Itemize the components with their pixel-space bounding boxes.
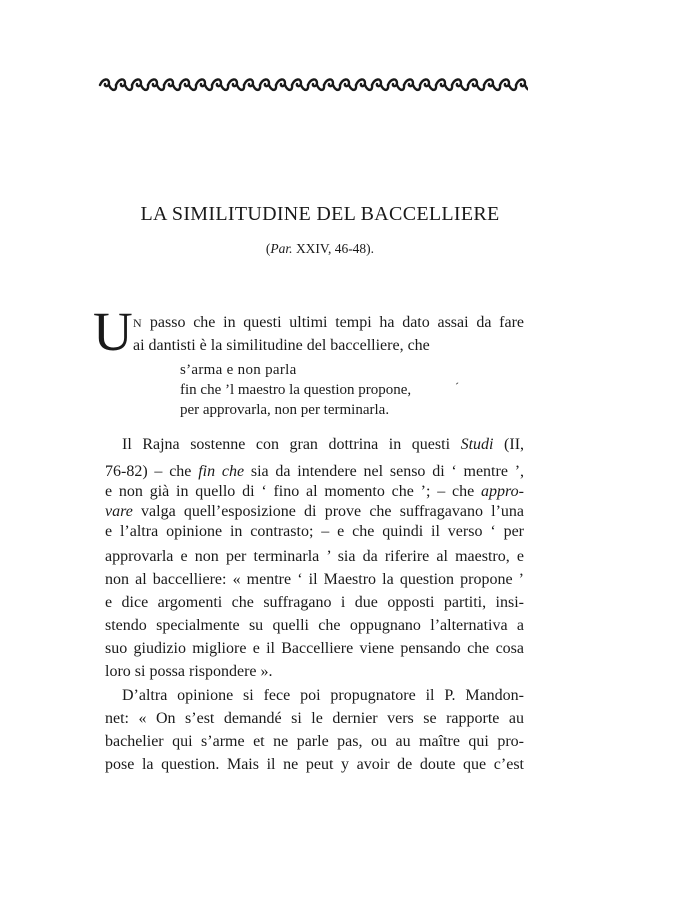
ornament-scroll: [180, 79, 196, 89]
text-line: non al baccelliere: « mentre ‘ il Maestro la question propone ’: [105, 571, 524, 588]
ornament-scroll: [244, 79, 260, 89]
italic-text: appro-: [481, 483, 525, 500]
line-text: e non già in quello di ‘ fino al momento che ’; – che: [105, 483, 475, 500]
ornament-scroll: [388, 79, 404, 89]
text-line: [133, 313, 524, 333]
ornament-scroll: [516, 79, 528, 89]
line-text: passo che in questi ultimi tempi ha dato assai da fare: [149, 314, 525, 331]
ornament-scroll: [100, 79, 116, 89]
text-line: suo giudizio migliore e il Baccelliere viene pensando che cosa: [105, 640, 524, 657]
ornament-scroll: [420, 79, 436, 89]
ornament-border: [96, 77, 528, 93]
ornament-scroll: [228, 79, 244, 89]
line-text: valga quell’esposizione di prove che suffragavano l’una: [141, 503, 525, 520]
text-line: pose la question. Mais il ne peut y avoir de doute que c’est: [105, 756, 524, 773]
reference-italic: Par.: [270, 241, 293, 256]
line-text: sia da intendere nel senso di ‘ mentre ’,: [250, 463, 525, 480]
ornament-scroll: [308, 79, 324, 89]
text-line: [105, 482, 524, 502]
italic-text: Studi: [460, 436, 494, 453]
ornament-scroll: [276, 79, 292, 89]
ornament-scroll: [404, 79, 420, 89]
quote-line: per approvarla, non per terminarla.: [180, 402, 390, 418]
reference-text: XXIV, 46-48).: [295, 241, 375, 256]
italic-text: fin che: [198, 463, 245, 480]
ornament-scroll: [356, 79, 372, 89]
chapter-reference: (Par. XXIV, 46-48).: [265, 241, 375, 256]
ornament-scroll: [132, 79, 148, 89]
ornament-scroll: [452, 79, 468, 89]
text-line: net: « On s’est demandé si le dernier vers se rapporte au: [105, 710, 524, 727]
italic-text: vare: [105, 503, 133, 520]
stray-mark: ´: [455, 380, 459, 394]
chapter-title: LA SIMILITUDINE DEL BACCELLIERE: [140, 203, 500, 225]
text-line: [105, 502, 524, 522]
quote-line: s’arma e non parla: [180, 362, 297, 378]
text-line: [122, 435, 524, 455]
text-line: D’altra opinione si fece poi propugnatore il P. Mandon-: [122, 687, 524, 704]
ornament-scroll: [468, 79, 484, 89]
text-line: approvarla e non per terminarla ’ sia da riferire al maestro, e: [105, 548, 524, 565]
line-text: Il Rajna sostenne con gran dottrina in questi: [122, 436, 451, 453]
ornament-scroll: [340, 79, 356, 89]
line-text: 76-82) – che: [105, 463, 192, 480]
text-line: e l’altra opinione in contrasto; – e che quindi il verso ‘ per: [105, 523, 524, 540]
ornament-scroll: [196, 79, 212, 89]
ornament-scroll: [500, 79, 516, 89]
text-line: ai dantisti è la similitudine del baccelliere, che: [133, 337, 430, 354]
ornament-scroll: [484, 79, 500, 89]
small-caps-letter: N: [133, 316, 143, 330]
ornament-scroll: [372, 79, 388, 89]
quote-line: fin che ’l maestro la question propone,: [180, 382, 412, 398]
line-text: (II,: [504, 436, 525, 453]
text-line: bachelier qui s’arme et ne parle pas, ou au maître qui pro-: [105, 733, 524, 750]
text-line: stendo specialmente su quelli che oppugnano l’alternativa a: [105, 617, 524, 634]
drop-cap: U: [93, 301, 133, 362]
text-line: [105, 462, 524, 482]
text-line: e dice argomenti che suffragano i due opposti partiti, insi-: [105, 594, 524, 611]
ornament-scroll: [436, 79, 452, 89]
ornament-scroll: [324, 79, 340, 89]
ornament-scroll: [292, 79, 308, 89]
ornament-scroll: [260, 79, 276, 89]
ornament-scroll: [148, 79, 164, 89]
ornament-scroll: [212, 79, 228, 89]
ornament-scroll: [164, 79, 180, 89]
ornament-scroll: [116, 79, 132, 89]
text-line: loro si possa rispondere ».: [105, 663, 273, 680]
